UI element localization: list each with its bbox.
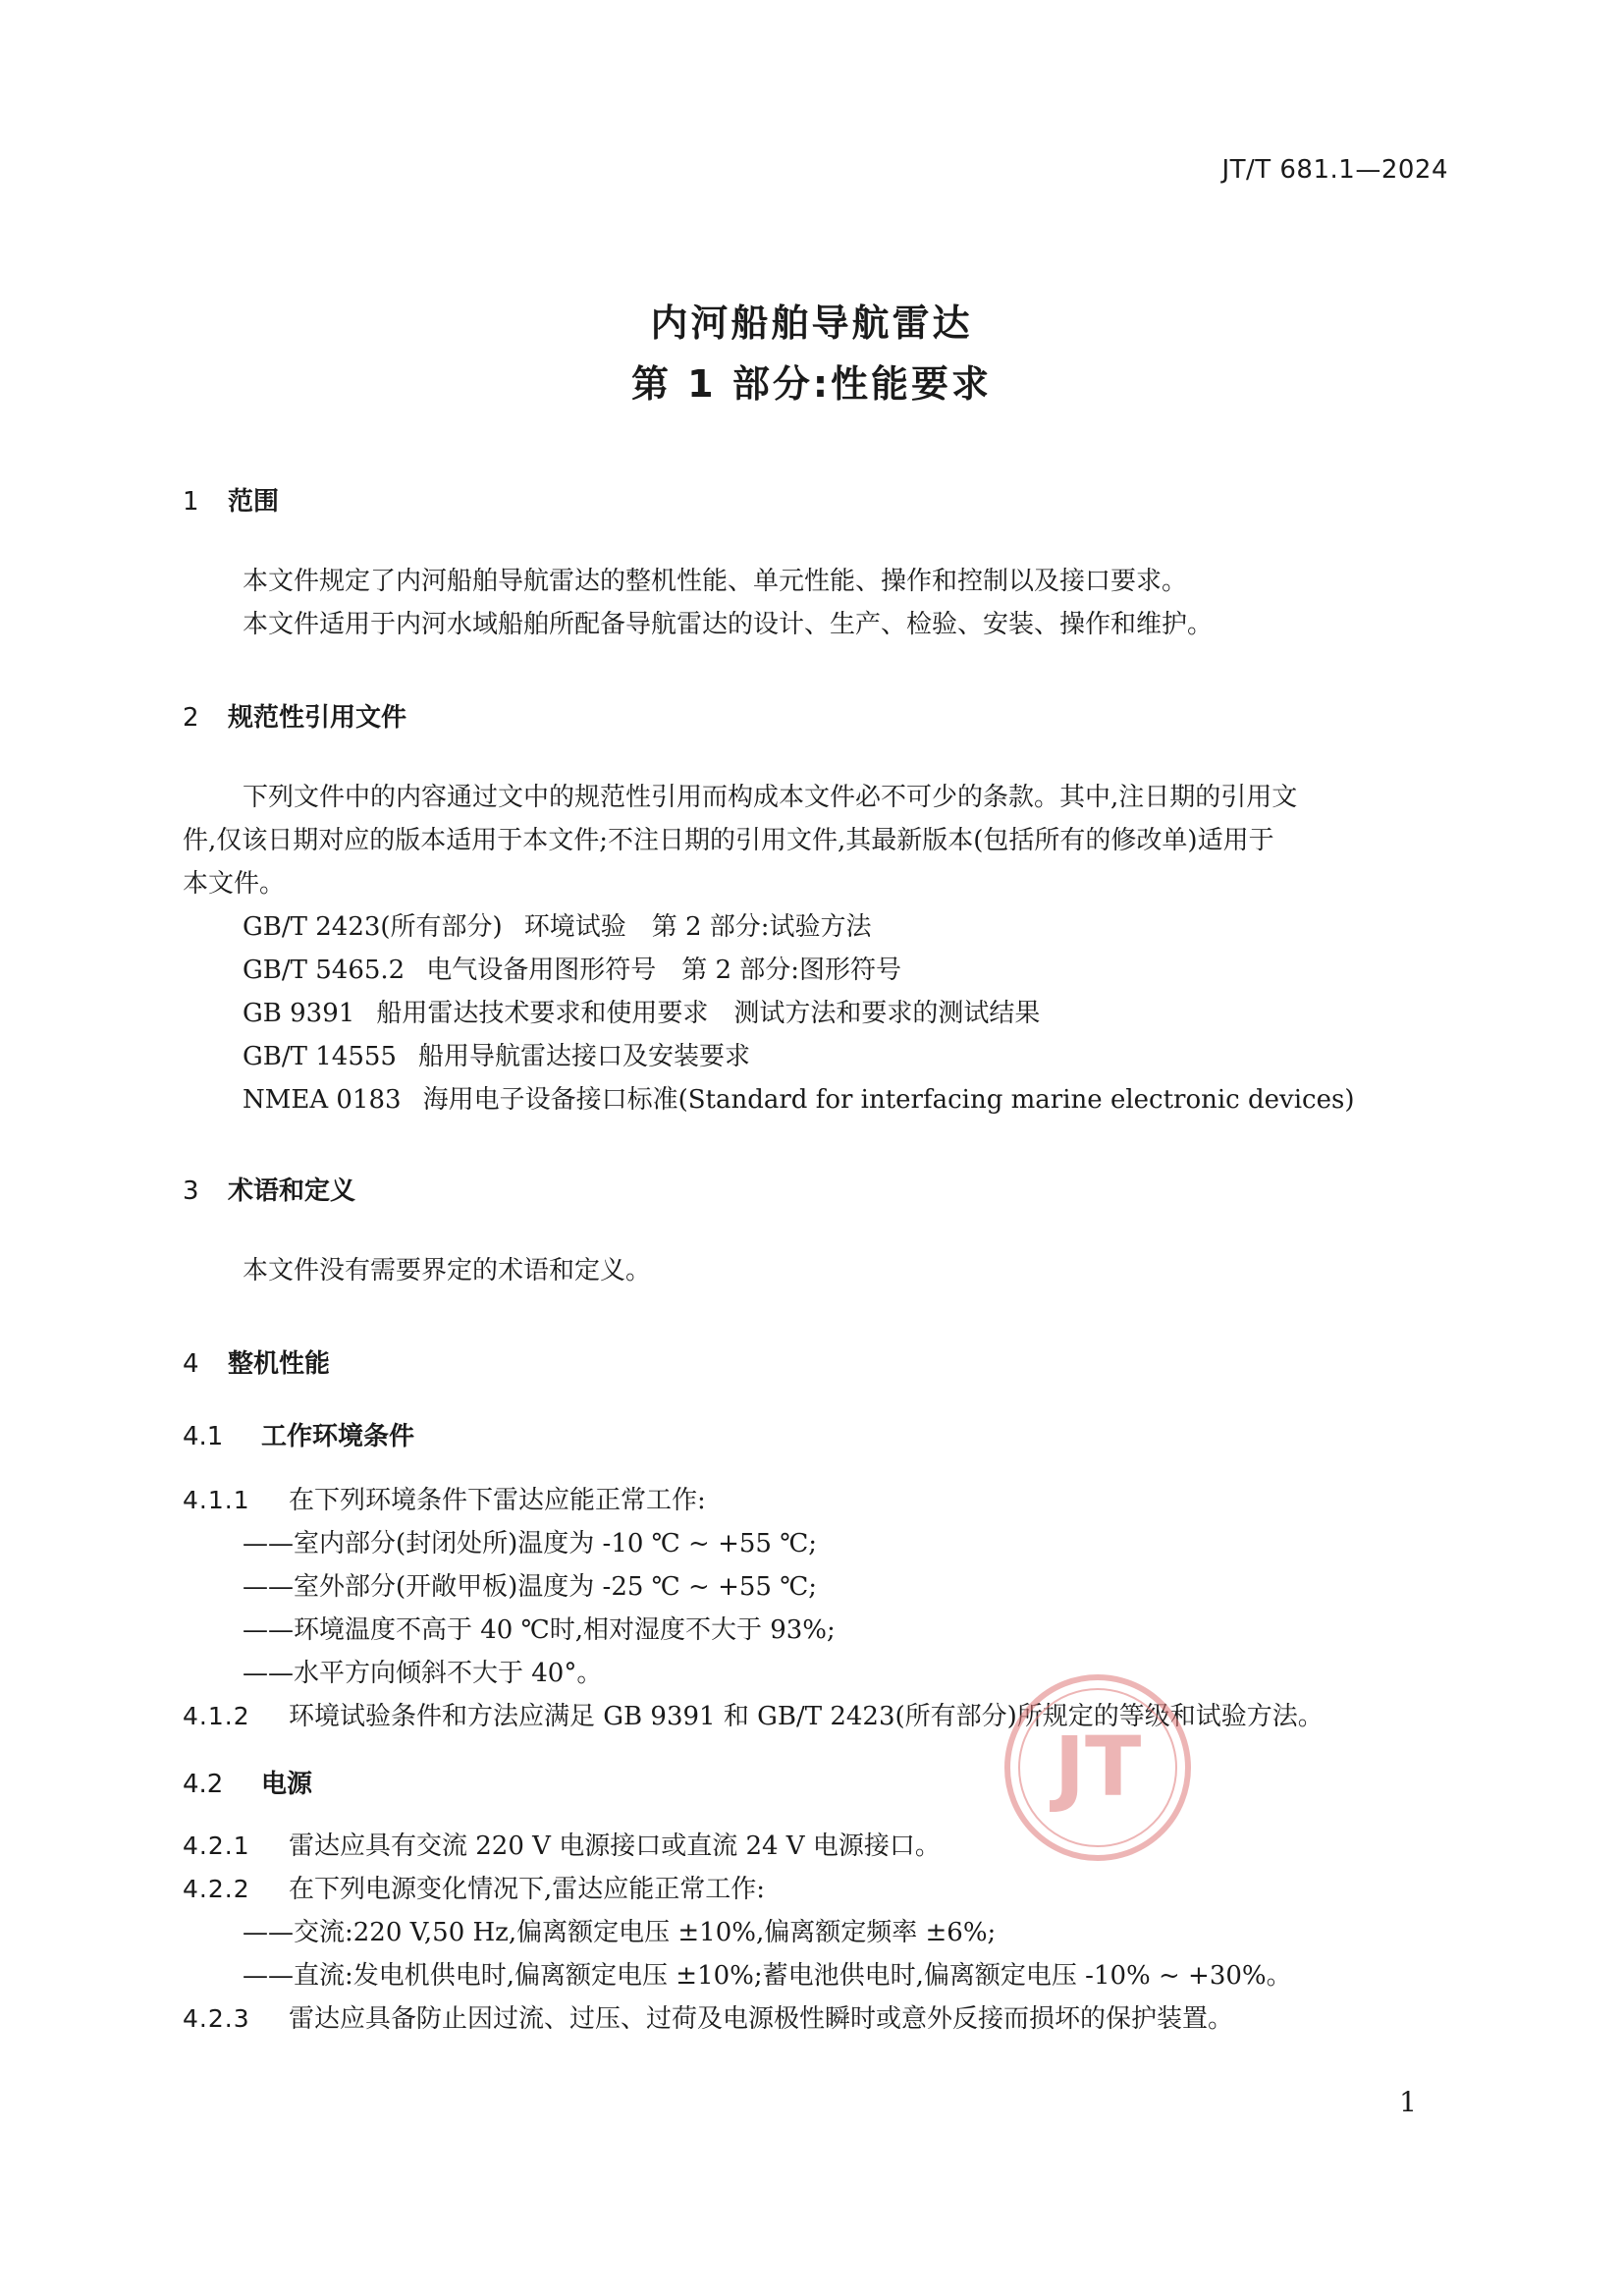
reference-item — [243, 955, 901, 986]
reference-title: 海用电子设备接口标准(Standard for interfacing marine electronic devices) — [422, 1085, 1355, 1115]
clause-number: 4.2.2 — [183, 1875, 250, 1903]
reference-code: GB/T 2423(所有部分) — [243, 912, 503, 942]
reference-item — [243, 1041, 750, 1072]
reference-item — [243, 998, 1040, 1029]
clause-4-2-3 — [183, 2003, 1233, 2035]
clause-number: 4.1.1 — [183, 1486, 250, 1514]
section-number: 4 — [183, 1349, 199, 1379]
section-title: 规范性引用文件 — [228, 703, 407, 733]
paragraph: 本文件没有需要界定的术语和定义。 — [243, 1256, 652, 1285]
list-item: ——直流:发电机供电时,偏离额定电压 ±10%;蓄电池供电时,偏离额定电压 -10% ~ +30%。 — [243, 1961, 1292, 1991]
paragraph: 本文件。 — [183, 869, 286, 899]
section-number: 4.2 — [183, 1770, 224, 1799]
section-number: 4.1 — [183, 1422, 224, 1451]
reference-code: GB 9391 — [243, 999, 355, 1028]
section-number: 1 — [183, 487, 199, 517]
title-line-2: 第 1 部分:性能要求 — [630, 362, 993, 406]
section-4-heading — [183, 1343, 330, 1380]
section-title: 术语和定义 — [228, 1176, 356, 1206]
paragraph: 下列文件中的内容通过文中的规范性引用而构成本文件必不可少的条款。其中,注日期的引用文 — [243, 783, 1298, 812]
list-item: ——交流:220 V,50 Hz,偏离额定电压 ±10%,偏离额定频率 ±6%; — [243, 1918, 997, 1947]
clause-number: 4.1.2 — [183, 1702, 250, 1730]
clause-text: 雷达应具有交流 220 V 电源接口或直流 24 V 电源接口。 — [289, 1831, 941, 1861]
section-number: 2 — [183, 703, 199, 733]
section-number: 3 — [183, 1176, 199, 1206]
reference-code: GB/T 14555 — [243, 1042, 397, 1071]
reference-title: 船用导航雷达接口及安装要求 — [417, 1042, 750, 1071]
title-line-1: 内河船舶导航雷达 — [650, 301, 973, 345]
clause-4-2-2 — [183, 1874, 765, 1905]
reference-title: 电气设备用图形符号 第 2 部分:图形符号 — [426, 956, 902, 985]
page-number: 1 — [1399, 2086, 1417, 2118]
reference-title: 船用雷达技术要求和使用要求 测试方法和要求的测试结果 — [376, 999, 1041, 1028]
subsection-4-1-heading — [183, 1416, 414, 1452]
subsection-4-2-heading — [183, 1764, 312, 1800]
clause-text: 环境试验条件和方法应满足 GB 9391 和 GB/T 2423(所有部分)所规定的等级和试验方法。 — [289, 1702, 1324, 1731]
reference-item — [243, 1084, 1354, 1116]
paragraph: 本文件规定了内河船舶导航雷达的整机性能、单元性能、操作和控制以及接口要求。 — [243, 567, 1188, 596]
section-1-heading — [183, 481, 279, 518]
section-title: 工作环境条件 — [261, 1422, 415, 1451]
clause-text: 在下列电源变化情况下,雷达应能正常工作: — [289, 1875, 766, 1904]
stamp-text: JT — [1054, 1719, 1142, 1815]
clause-number: 4.2.3 — [183, 2004, 250, 2033]
section-title: 范围 — [228, 487, 280, 517]
clause-text: 在下列环境条件下雷达应能正常工作: — [289, 1486, 706, 1515]
section-3-heading — [183, 1171, 355, 1207]
section-title: 电源 — [261, 1770, 313, 1799]
list-item: ——环境温度不高于 40 ℃时,相对湿度不大于 93%; — [243, 1615, 836, 1645]
section-2-heading — [183, 697, 406, 734]
reference-title: 环境试验 第 2 部分:试验方法 — [523, 912, 872, 942]
clause-number: 4.2.1 — [183, 1831, 250, 1860]
clause-4-2-1 — [183, 1831, 941, 1862]
clause-text: 雷达应具备防止因过流、过压、过荷及电源极性瞬时或意外反接而损坏的保护装置。 — [289, 2004, 1234, 2034]
list-item: ——室内部分(封闭处所)温度为 -10 ℃ ~ +55 ℃; — [243, 1529, 818, 1558]
list-item: ——水平方向倾斜不大于 40°。 — [243, 1659, 603, 1688]
reference-code: NMEA 0183 — [243, 1085, 402, 1115]
list-item: ——室外部分(开敞甲板)温度为 -25 ℃ ~ +55 ℃; — [243, 1572, 818, 1602]
paragraph: 件,仅该日期对应的版本适用于本文件;不注日期的引用文件,其最新版本(包括所有的修改单)适用于 — [183, 826, 1274, 855]
clause-4-1-1 — [183, 1485, 706, 1516]
jt-watermark-stamp — [1000, 1669, 1196, 1866]
document-code: JT/T 681.1—2024 — [1221, 155, 1448, 185]
paragraph: 本文件适用于内河水域船舶所配备导航雷达的设计、生产、检验、安装、操作和维护。 — [243, 610, 1214, 639]
reference-code: GB/T 5465.2 — [243, 956, 406, 985]
reference-item — [243, 911, 872, 943]
section-title: 整机性能 — [228, 1349, 331, 1379]
